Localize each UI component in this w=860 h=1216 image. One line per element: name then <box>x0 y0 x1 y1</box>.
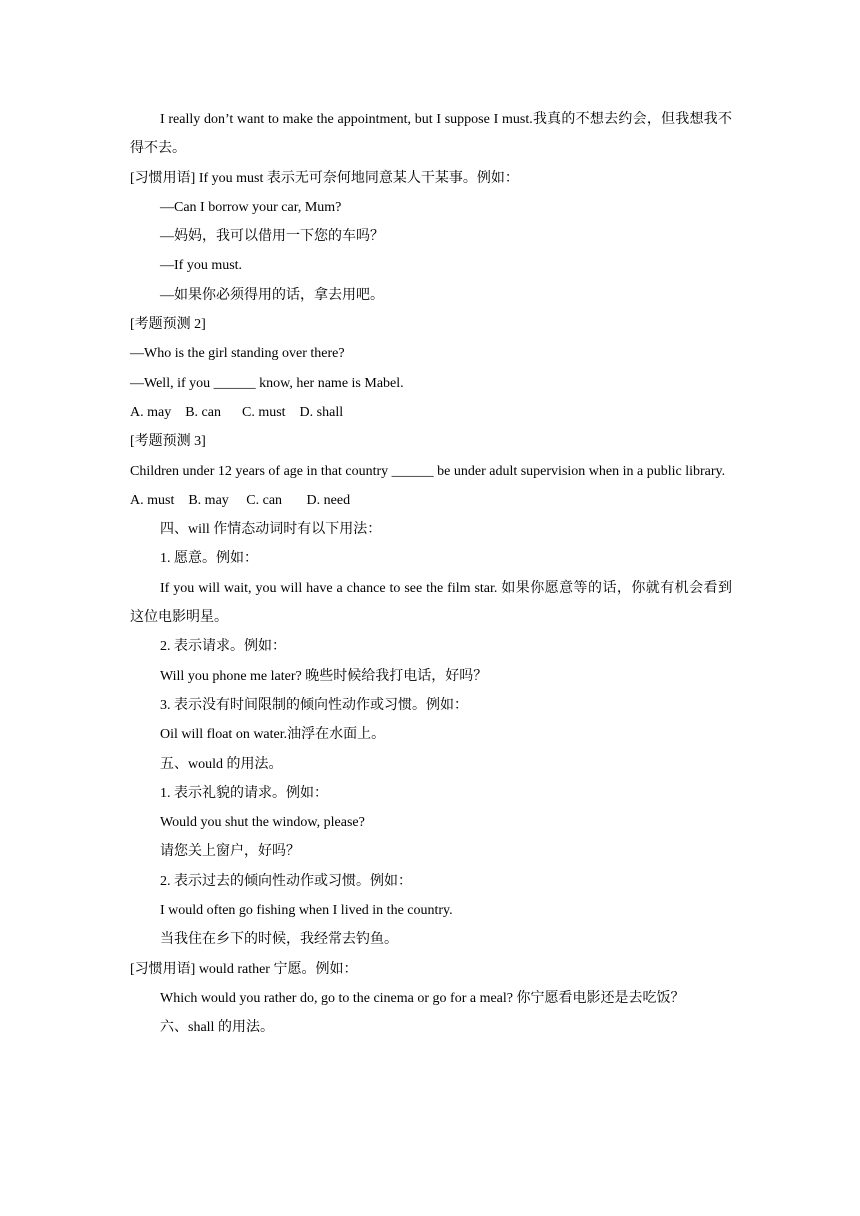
dialogue-line: —If you must. <box>160 258 243 274</box>
section-heading: 五、would 的用法。 <box>160 756 283 772</box>
dialogue-translation: —如果你必须得用的话，拿去用吧。 <box>160 287 384 303</box>
usage-item: 1. 表示礼貌的请求。例如： <box>160 785 328 801</box>
idiom-note: [习惯用语] would rather 宁愿。例如： <box>130 961 358 977</box>
section-heading: 六、shall 的用法。 <box>160 1020 274 1036</box>
example-sentence: I would often go fishing when I lived in the country. <box>160 903 453 919</box>
section-heading: 四、will 作情态动词时有以下用法： <box>160 522 382 538</box>
usage-item: 2. 表示请求。例如： <box>160 639 286 655</box>
example-translation: 当我住在乡下的时候，我经常去钓鱼。 <box>160 932 398 948</box>
usage-item: 2. 表示过去的倾向性动作或习惯。例如： <box>160 873 412 889</box>
dialogue-line: —Can I borrow your car, Mum? <box>160 199 342 215</box>
example-sentence: Which would you rather do, go to the cinema or go for a meal? 你宁愿看电影还是去吃饭？ <box>160 990 685 1006</box>
question-line: Children under 12 years of age in that country ______ be under adult supervision when in a public library. <box>130 463 726 479</box>
example-sentence: If you will wait, you will have a chance to see the film star. 如果你愿意等的话，你就有机会看到这位电影明星。 <box>130 580 732 626</box>
example-sentence: Oil will float on water.油浮在水面上。 <box>160 727 386 743</box>
example-sentence: I really don’t want to make the appointment, but I suppose I must.我真的不想去约会，但我想我不得不去。 <box>130 112 732 157</box>
exam-prediction-heading: [考题预测 2] <box>130 317 206 333</box>
usage-item: 1. 愿意。例如： <box>160 551 258 567</box>
example-translation: 请您关上窗户，好吗？ <box>160 844 300 860</box>
question-line: —Who is the girl standing over there? <box>130 346 345 362</box>
answer-options: A. must B. may C. can D. need <box>130 492 351 508</box>
document-body <box>130 105 732 1043</box>
question-line: —Well, if you ______ know, her name is Mabel. <box>130 375 404 391</box>
example-sentence: Would you shut the window, please? <box>160 815 365 831</box>
usage-item: 3. 表示没有时间限制的倾向性动作或习惯。例如： <box>160 697 468 713</box>
answer-options: A. may B. can C. must D. shall <box>130 404 344 420</box>
example-sentence: Will you phone me later? 晚些时候给我打电话，好吗？ <box>160 668 488 684</box>
dialogue-translation: —妈妈，我可以借用一下您的车吗？ <box>160 229 384 245</box>
exam-prediction-heading: [考题预测 3] <box>130 434 206 450</box>
idiom-note: [习惯用语] If you must 表示无可奈何地同意某人干某事。例如： <box>130 170 519 186</box>
